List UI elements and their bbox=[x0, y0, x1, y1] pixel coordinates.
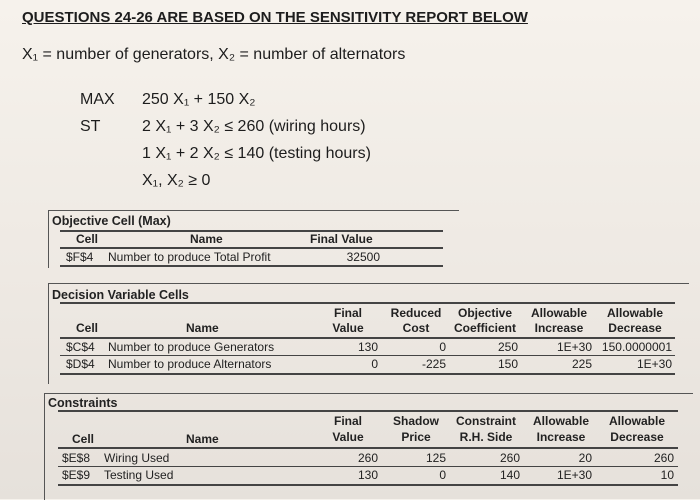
row-allowable-decrease: 260 bbox=[653, 451, 674, 465]
col-header-final: Final bbox=[333, 306, 362, 320]
col-header-allowable-inc: Allowable bbox=[532, 414, 589, 428]
row-shadow-price: 0 bbox=[439, 468, 446, 482]
divider bbox=[60, 355, 675, 356]
row-constraint-rhs: 140 bbox=[499, 468, 520, 482]
constraints-title: Constraints bbox=[48, 396, 118, 410]
variable-definitions: X₁ = number of generators, X₂ = number of alternators bbox=[22, 46, 406, 63]
row-reduced-cost: -225 bbox=[421, 357, 446, 371]
divider bbox=[60, 247, 443, 249]
st-label: ST bbox=[80, 118, 101, 135]
col-header-increase: Increase bbox=[536, 430, 586, 444]
divider bbox=[60, 373, 675, 375]
divider bbox=[60, 265, 443, 267]
col-header-constraint: Constraint bbox=[456, 414, 516, 428]
col-header-name: Name bbox=[186, 321, 219, 335]
col-header-name: Name bbox=[190, 232, 223, 246]
row-reduced-cost: 0 bbox=[439, 340, 446, 354]
row-final-value: 260 bbox=[357, 451, 378, 465]
row-allowable-increase: 225 bbox=[571, 357, 592, 371]
row-constraint-rhs: 260 bbox=[499, 451, 520, 465]
col-header-reduced: Reduced bbox=[390, 306, 442, 320]
row-objective-coefficient: 150 bbox=[497, 357, 518, 371]
row-allowable-decrease: 10 bbox=[660, 468, 674, 482]
row-allowable-decrease: 150.0000001 bbox=[601, 340, 672, 354]
divider bbox=[60, 230, 443, 232]
col-header-allowable-dec: Allowable bbox=[608, 414, 665, 428]
divider bbox=[60, 302, 675, 304]
row-allowable-increase: 20 bbox=[578, 451, 592, 465]
row-name: Number to produce Alternators bbox=[108, 357, 272, 371]
objective-final-value: 32500 bbox=[346, 250, 380, 264]
col-header-decrease: Decrease bbox=[610, 430, 664, 444]
divider bbox=[58, 484, 678, 486]
row-final-value: 130 bbox=[357, 340, 378, 354]
row-shadow-price: 125 bbox=[425, 451, 446, 465]
col-header-final: Final bbox=[333, 414, 362, 428]
row-name: Number to produce Generators bbox=[108, 340, 275, 354]
col-header-allowable-inc: Allowable bbox=[530, 306, 587, 320]
col-header-allowable-dec: Allowable bbox=[606, 306, 663, 320]
col-header-value: Value bbox=[332, 430, 364, 444]
row-objective-coefficient: 250 bbox=[497, 340, 518, 354]
col-header-name: Name bbox=[186, 432, 219, 446]
col-header-rhs: R.H. Side bbox=[459, 430, 513, 444]
row-cell-ref: $C$4 bbox=[66, 340, 95, 354]
divider bbox=[58, 466, 678, 467]
row-cell-ref: $E$9 bbox=[62, 468, 91, 482]
row-allowable-increase: 1E+30 bbox=[556, 468, 592, 482]
col-header-cell: Cell bbox=[76, 232, 99, 246]
max-label: MAX bbox=[80, 91, 115, 108]
constraint-wiring: 2 X₁ + 3 X₂ ≤ 260 (wiring hours) bbox=[142, 118, 366, 135]
col-header-increase: Increase bbox=[534, 321, 584, 335]
objective-cell-name: Number to produce Total Profit bbox=[108, 250, 271, 264]
row-name: Wiring Used bbox=[104, 451, 170, 465]
col-header-decrease: Decrease bbox=[608, 321, 662, 335]
col-header-cell: Cell bbox=[76, 321, 99, 335]
decision-title: Decision Variable Cells bbox=[52, 288, 189, 302]
constraint-nonnegativity: X₁, X₂ ≥ 0 bbox=[142, 172, 211, 189]
row-allowable-decrease: 1E+30 bbox=[636, 357, 672, 371]
constraint-testing: 1 X₁ + 2 X₂ ≤ 140 (testing hours) bbox=[142, 145, 371, 162]
row-final-value: 130 bbox=[357, 468, 378, 482]
objective-cell-title: Objective Cell (Max) bbox=[52, 214, 171, 228]
col-header-objective: Objective bbox=[457, 306, 513, 320]
divider bbox=[60, 337, 675, 339]
col-header-coefficient: Coefficient bbox=[453, 321, 516, 335]
row-allowable-increase: 1E+30 bbox=[556, 340, 592, 354]
row-cell-ref: $E$8 bbox=[62, 451, 91, 465]
col-header-shadow: Shadow bbox=[392, 414, 439, 428]
objective-cell-ref: $F$4 bbox=[66, 250, 94, 264]
col-header-price: Price bbox=[401, 430, 431, 444]
col-header-value: Value bbox=[332, 321, 364, 335]
col-header-final-value: Final Value bbox=[310, 232, 373, 246]
objective-function: 250 X₁ + 150 X₂ bbox=[142, 91, 256, 108]
page-heading: QUESTIONS 24-26 ARE BASED ON THE SENSITIVITY REPORT BELOW bbox=[22, 9, 528, 26]
row-final-value: 0 bbox=[371, 357, 378, 371]
col-header-cell: Cell bbox=[72, 432, 95, 446]
divider bbox=[58, 447, 678, 449]
col-header-cost: Cost bbox=[402, 321, 430, 335]
row-cell-ref: $D$4 bbox=[66, 357, 95, 371]
row-name: Testing Used bbox=[104, 468, 174, 482]
divider bbox=[58, 410, 678, 412]
